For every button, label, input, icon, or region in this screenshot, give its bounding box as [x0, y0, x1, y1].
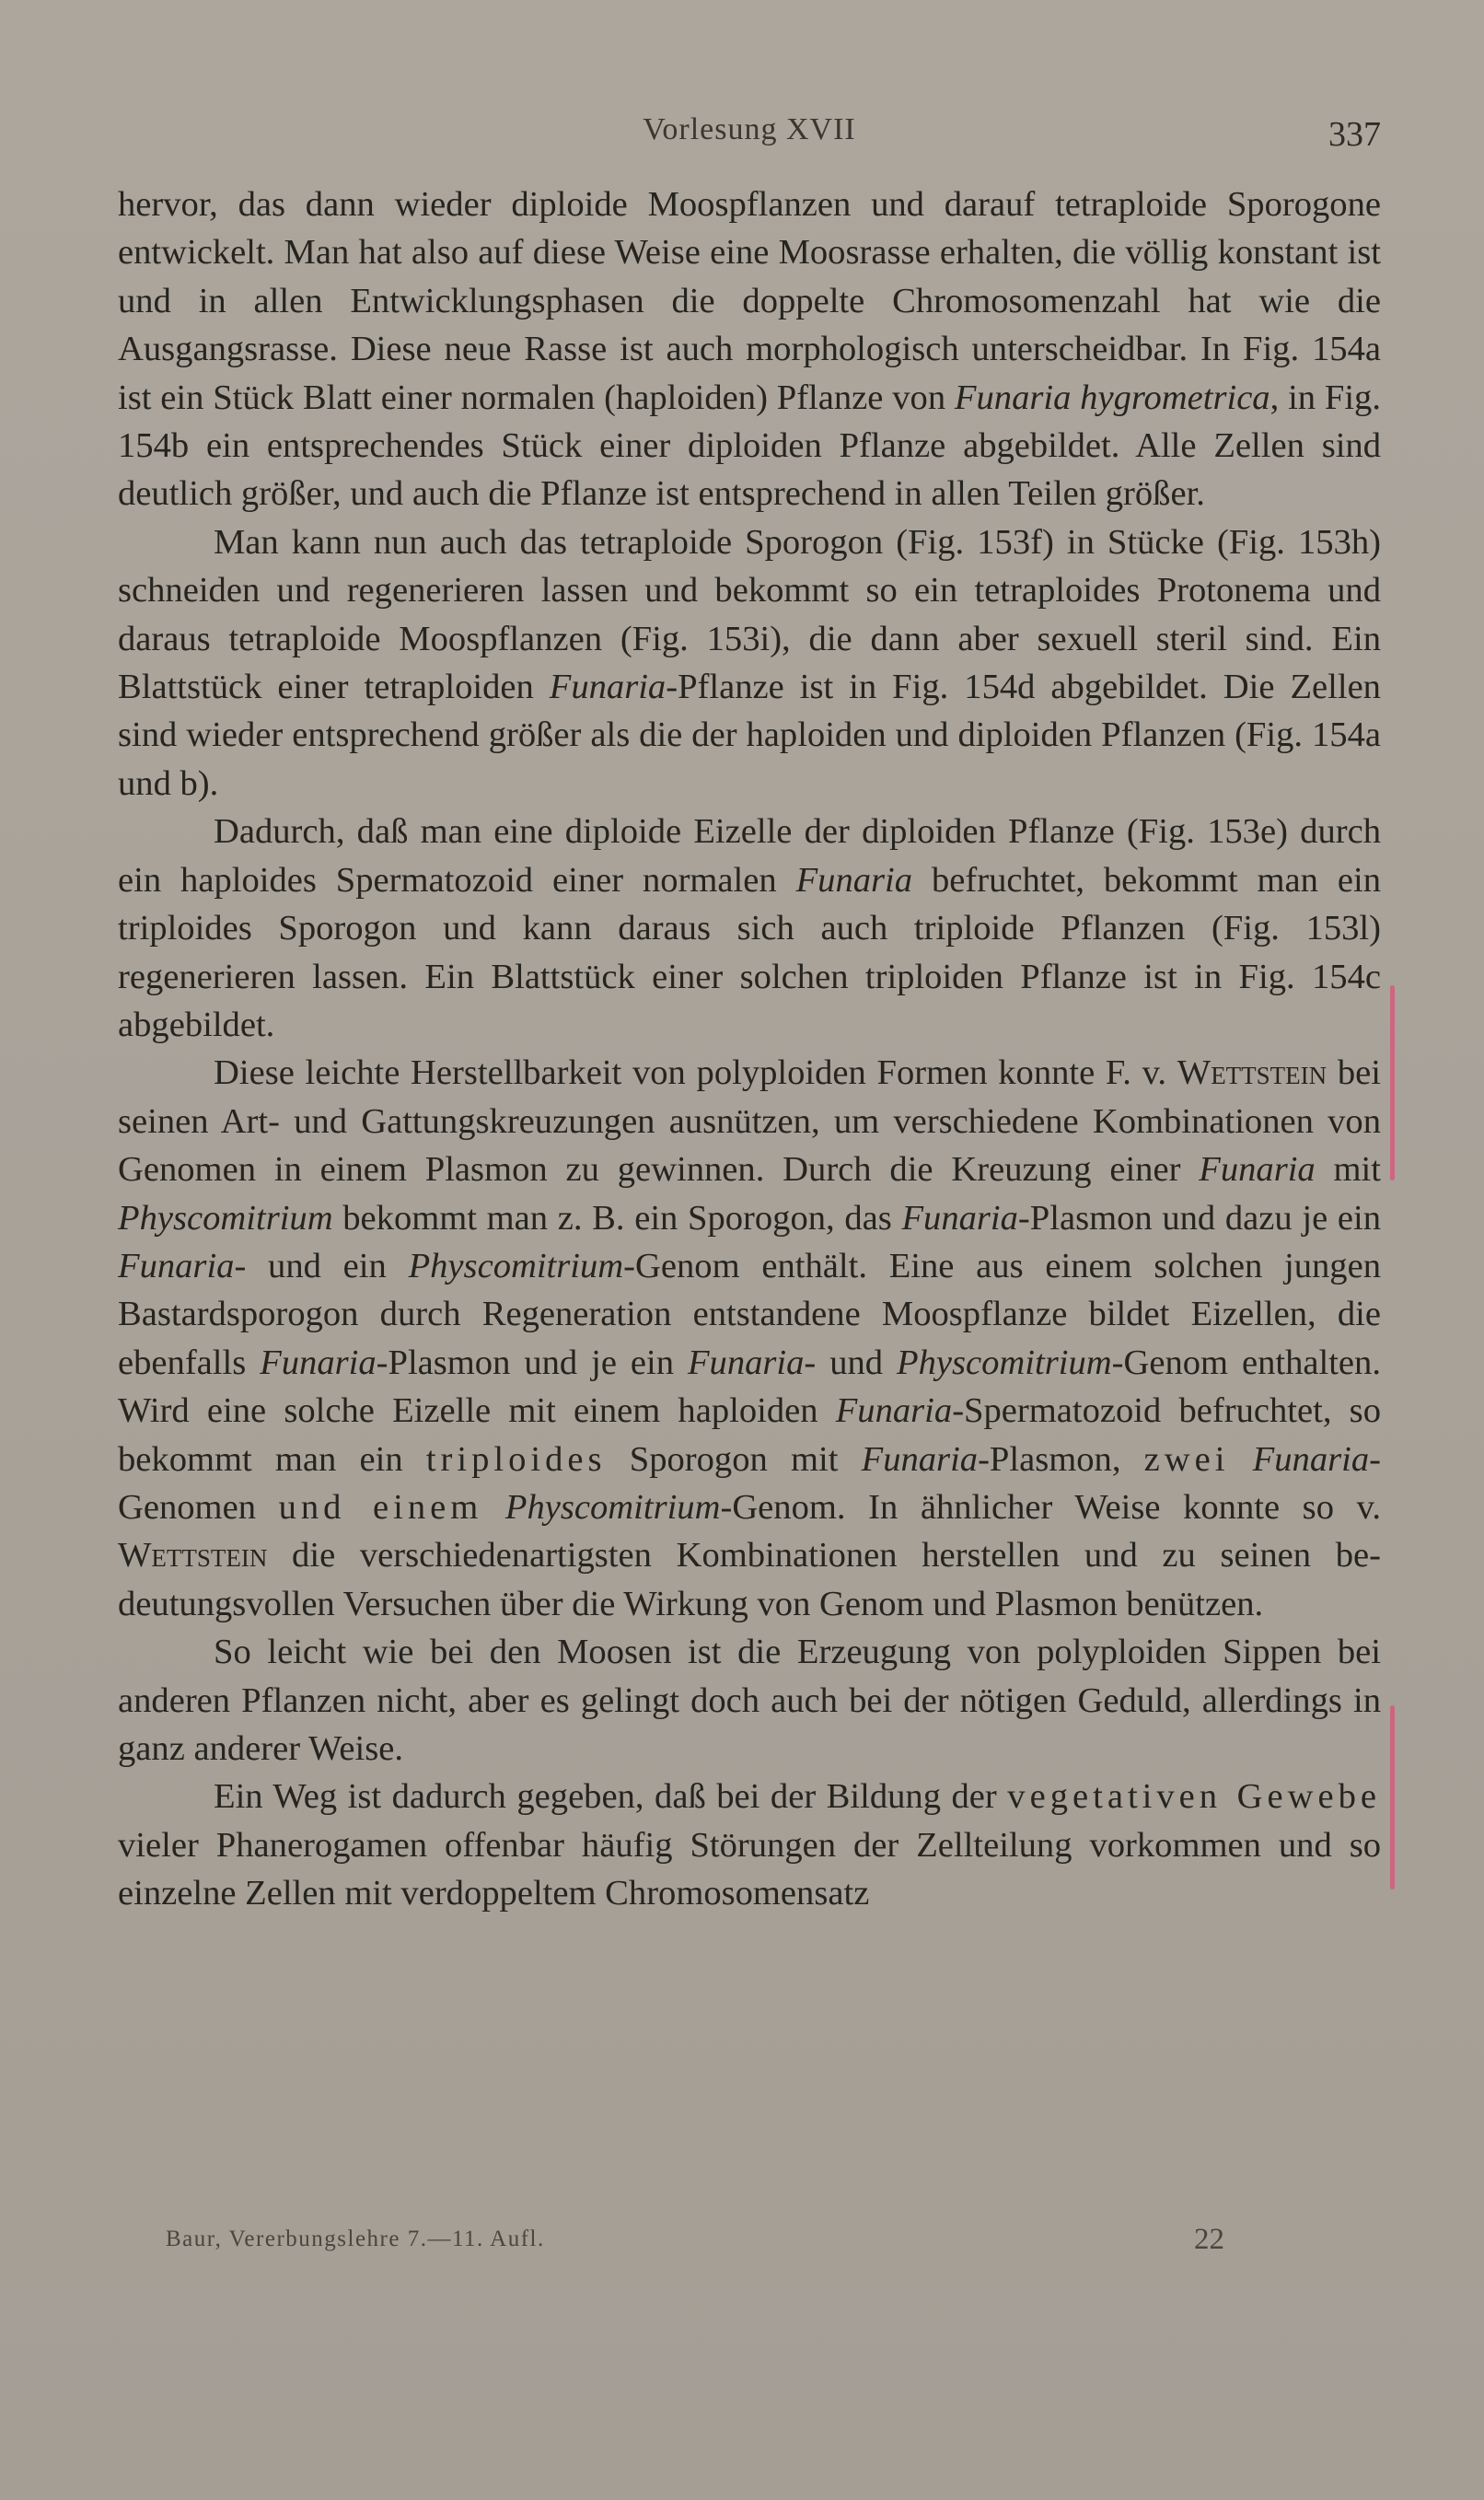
- text-run: Ein Weg ist dadurch gegeben, daß bei der Bildung der: [214, 1777, 1008, 1817]
- italic-term: Physcomitrium: [897, 1343, 1112, 1382]
- italic-term: Funaria: [1199, 1150, 1316, 1190]
- paragraph: [118, 1049, 1381, 1628]
- text-run: -Genom enthalten. Wird eine solche Eizelle mit einem haploiden: [118, 1343, 1381, 1431]
- italic-term: Funaria: [901, 1198, 1018, 1238]
- running-head: Vorlesung XVII: [643, 112, 856, 146]
- margin-marker-top: [1390, 985, 1395, 1180]
- text-run: die verschiedenartigsten Kombinationen herstellen und zu seinen bedeutungsvollen Versuchen über die Wirkung von Genom und Plasmon benützen.: [118, 1536, 1381, 1623]
- text-run: befruchtet, bekommt man ein triploides Sporogon und kann daraus sich auch triploide Pflanzen (Fig. 153l) regenerieren lassen. Ein Blattstück einer solchen triploiden Pflanze ist in Fig. 154c abgebildet.: [118, 860, 1381, 1044]
- text-run: hervor, das dann wieder diploide Moospflanzen und darauf tetraploide Sporogone entwickelt. Man hat also auf diese Weise eine Moosrasse erhalten, die völlig konstant ist und in allen Entwicklungsphasen die doppelte Chromosomenzahl hat wie die Ausgangsrasse. Diese neue Rasse ist auch morphologisch unterscheidbar. In Fig. 154a ist ein Stück Blatt einer normalen (haploiden) Pflanze von: [118, 185, 1381, 417]
- text-run: Diese leichte Herstellbarkeit von polyploiden Formen konnte F. v.: [214, 1053, 1177, 1093]
- italic-term: Physcomitrium: [118, 1198, 333, 1238]
- italic-term: Funaria hygrometrica: [954, 378, 1270, 417]
- text-run: -Plasmon,: [978, 1439, 1144, 1479]
- italic-term: Funaria: [861, 1439, 979, 1479]
- emphasis-spaced: und einem: [278, 1487, 483, 1527]
- printer-signature: Baur, Vererbungslehre 7.—11. Aufl.: [166, 2227, 545, 2251]
- author-name: Wettstein: [1177, 1053, 1327, 1093]
- page-header: [118, 109, 1381, 164]
- paragraph: [118, 518, 1381, 808]
- italic-term: Funaria: [549, 668, 667, 707]
- text-run: Dadurch, daß man eine diploide Eizelle der diploiden Pflanze (Fig. 153e) durch ein haploides Spermatozoid einer normalen: [118, 812, 1381, 900]
- italic-term: Funaria: [687, 1343, 805, 1382]
- text-run: -Genomen: [118, 1439, 1381, 1527]
- text-run: vieler Phanerogamen offenbar häufig Störungen der Zellteilung vorkommen und so einzelne Zellen mit verdoppeltem Chromosomensatz: [118, 1825, 1381, 1913]
- italic-term: Funaria: [260, 1343, 377, 1382]
- signature-mark: 22: [1194, 2223, 1224, 2256]
- page-number: 337: [1328, 115, 1381, 154]
- italic-term: Physcomitrium: [504, 1487, 721, 1527]
- paragraph: [118, 180, 1381, 518]
- italic-term: Funaria: [1252, 1439, 1370, 1479]
- italic-term: Funaria: [118, 1246, 235, 1285]
- text-run: -Plasmon und dazu je ein: [1017, 1198, 1381, 1238]
- italic-term: Funaria: [835, 1391, 953, 1431]
- text-run: -Pflanze ist in Fig. 154d abgebildet. Die Zellen sind wieder entsprechend größer als die der haploiden und diploiden Pflanzen (Fig. 154a und b).: [118, 668, 1381, 803]
- body-text: [118, 180, 1381, 1918]
- page-footer: [166, 2223, 1224, 2263]
- text-run: - und ein: [234, 1246, 409, 1285]
- text-run: [1229, 1440, 1252, 1479]
- text-run: -Genom. In ähnlicher Weise konnte so v.: [720, 1487, 1381, 1527]
- italic-term: Physcomitrium: [408, 1246, 624, 1285]
- text-run: -Genom enthält. Eine aus einem solchen jungen Bastardsporogon durch Regeneration entstandene Moospflanze bildet Eizellen, die ebenfalls: [118, 1246, 1381, 1382]
- text-run: So leicht wie bei den Moosen ist die Erzeugung von polyploiden Sippen bei anderen Pflanzen nicht, aber es gelingt doch auch bei der nötigen Geduld, allerdings in ganz anderer Weise.: [118, 1633, 1381, 1768]
- emphasis-spaced: zwei: [1143, 1439, 1230, 1479]
- text-run: -Spermatozoid befruchtet, so bekommt man ein: [118, 1391, 1381, 1479]
- text-run: - und: [804, 1343, 898, 1382]
- text-run: Sporogon mit: [606, 1439, 862, 1479]
- text-run: bekommt man z. B. ein Sporogon, das: [332, 1198, 902, 1238]
- text-run: [482, 1488, 505, 1527]
- text-run: bei seinen Art- und Gattungskreuzungen ausnützen, um verschiedene Kombinationen von Genomen in einem Plasmon zu gewinnen. Durch die Kreuzung einer: [118, 1053, 1381, 1190]
- paragraph: [118, 1628, 1381, 1773]
- text-run: -Plasmon und je ein: [376, 1343, 688, 1382]
- paragraph: [118, 808, 1381, 1049]
- text-run: mit: [1315, 1150, 1381, 1190]
- text-run: Man kann nun auch das tetraploide Sporogon (Fig. 153f) in Stücke (Fig. 153h) schneiden und regenerieren lassen und bekommt so ein tetraploides Protonema und daraus tetraploide Moospflanzen (Fig. 153i), die dann aber sexuell steril sind. Ein Blattstück einer tetraploiden: [118, 522, 1381, 707]
- author-name: Wettstein: [118, 1536, 268, 1576]
- text-run: , in Fig. 154b ein entsprechendes Stück einer diploiden Pflanze abgebildet. Alle Zellen sind deutlich größer, und auch die Pflanze ist entsprechend in allen Teilen größer.: [118, 378, 1381, 514]
- emphasis-spaced: triploides: [425, 1439, 607, 1479]
- italic-term: Funaria: [795, 860, 913, 900]
- margin-marker-bottom: [1390, 1705, 1395, 1890]
- paragraph: [118, 1773, 1381, 1917]
- emphasis-spaced: vegetativen Gewebe: [1007, 1777, 1381, 1817]
